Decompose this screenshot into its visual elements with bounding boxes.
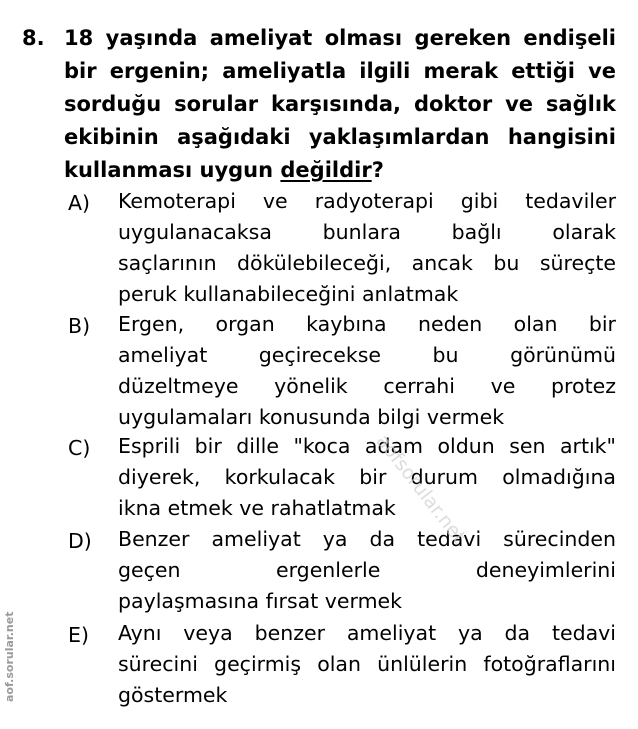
option-letter: D) bbox=[68, 529, 92, 553]
option-line: geçen ergenlerle deneyimlerini bbox=[118, 558, 616, 582]
stem-last-suffix: ? bbox=[371, 158, 384, 182]
option-line: uygulanacaksa bunlara bağlı olarak bbox=[118, 220, 616, 244]
option-line: düzeltmeye yönelik cerrahi ve protez bbox=[118, 374, 616, 398]
option-line: Ergen, organ kaybına neden olan bir bbox=[118, 312, 616, 336]
option-text bbox=[118, 618, 616, 711]
option-line: paylaşmasına fırsat vermek bbox=[118, 589, 403, 613]
stem-line: sorduğu sorular karşısında, doktor ve sağlık bbox=[64, 92, 616, 116]
option-line: Benzer ameliyat ya da tedavi sürecinden bbox=[118, 527, 616, 551]
option-text bbox=[118, 431, 616, 524]
option-line: peruk kullanabileceğini anlatmak bbox=[118, 282, 459, 306]
option-line: sürecini geçirmiş olan ünlülerin fotoğraflarını bbox=[118, 652, 616, 676]
option-text bbox=[118, 309, 616, 433]
option-line: Kemoterapi ve radyoterapi gibi tedaviler bbox=[118, 189, 616, 213]
option-text bbox=[118, 186, 616, 310]
stem-line: 18 yaşında ameliyat olması gereken endişeli bbox=[64, 26, 616, 50]
option-line: diyerek, korkulacak bir durum olmadığına bbox=[118, 465, 616, 489]
question-stem bbox=[64, 22, 616, 187]
option-line: Esprili bir dille "koca adam oldun sen artık" bbox=[118, 434, 616, 458]
option-line: göstermek bbox=[118, 683, 228, 707]
stem-last-prefix: kullanması uygun bbox=[64, 158, 281, 182]
stem-line: ekibinin aşağıdaki yaklaşımlardan hangisini bbox=[64, 125, 616, 149]
option-text bbox=[118, 524, 616, 617]
stem-line: bir ergenin; ameliyatla ilgili merak ettiği ve bbox=[64, 59, 616, 83]
option-line: ameliyat geçirecekse bu görünümü bbox=[118, 343, 616, 367]
option-line: uygulamaları konusunda bilgi vermek bbox=[118, 405, 505, 429]
stem-line-last bbox=[64, 154, 616, 187]
option-letter: E) bbox=[68, 623, 89, 647]
side-watermark: aof.sorular.net bbox=[3, 611, 16, 702]
option-line: ikna etmek ve rahatlatmak bbox=[118, 496, 396, 520]
question-number: 8. bbox=[22, 26, 45, 50]
option-letter: A) bbox=[68, 191, 91, 215]
option-line: Aynı veya benzer ameliyat ya da tedavi bbox=[118, 621, 616, 645]
option-letter: C) bbox=[68, 436, 91, 460]
option-line: saçlarının dökülebileceği, ancak bu süreçte bbox=[118, 251, 616, 275]
stem-emphasis: değildir bbox=[280, 158, 372, 182]
option-letter: B) bbox=[68, 314, 91, 338]
diagonal-watermark: aofsorular.net bbox=[371, 430, 470, 548]
